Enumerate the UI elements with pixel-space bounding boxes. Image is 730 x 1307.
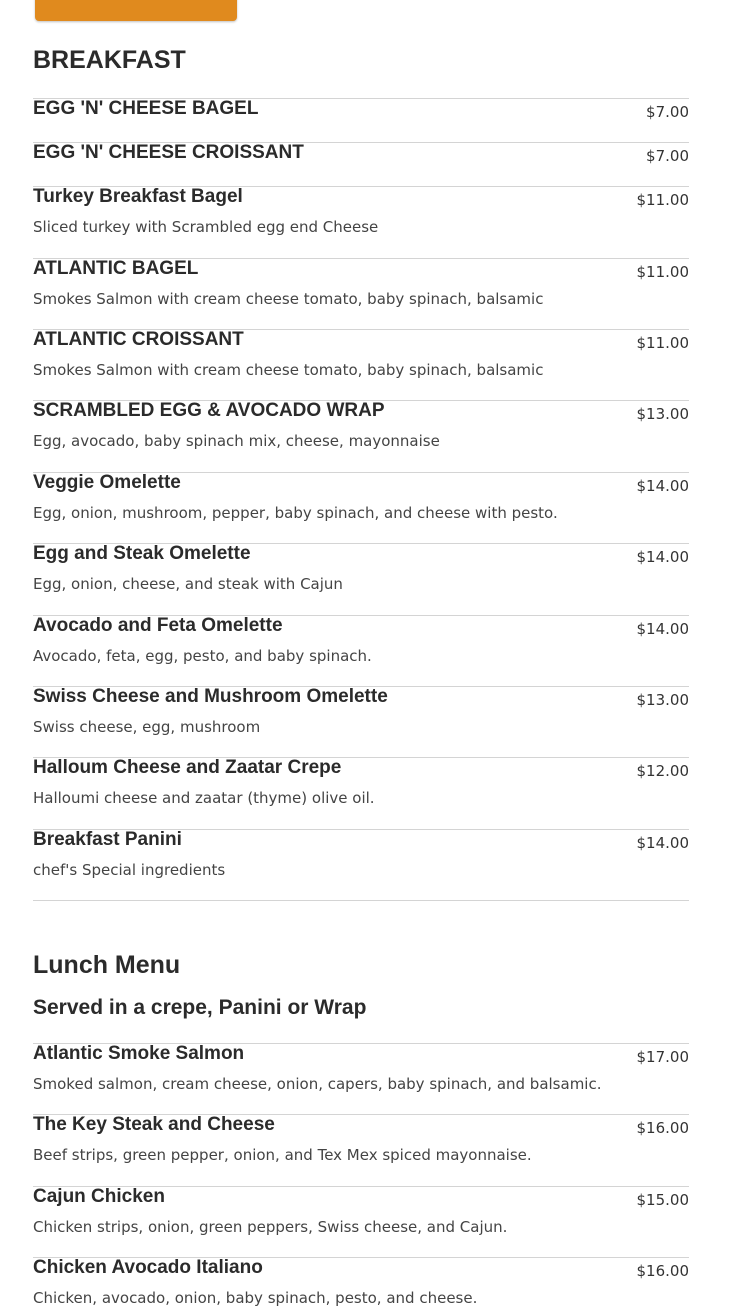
menu-item[interactable] (33, 142, 689, 187)
item-name: EGG 'N' CHEESE BAGEL (33, 98, 259, 119)
item-description: Avocado, feta, egg, pesto, and baby spinach. (33, 647, 372, 665)
menu-item[interactable] (33, 543, 689, 616)
item-description: Halloumi cheese and zaatar (thyme) olive oil. (33, 789, 375, 807)
item-price: $11.00 (636, 191, 689, 209)
item-description: chef's Special ingredients (33, 861, 226, 879)
menu-item[interactable] (33, 186, 689, 259)
item-name: Breakfast Panini (33, 829, 182, 850)
item-name: SCRAMBLED EGG & AVOCADO WRAP (33, 400, 385, 421)
item-name: ATLANTIC CROISSANT (33, 329, 244, 350)
item-name: Egg and Steak Omelette (33, 543, 251, 564)
menu-item[interactable] (33, 829, 689, 901)
item-name: Halloum Cheese and Zaatar Crepe (33, 757, 342, 778)
menu-item[interactable] (33, 258, 689, 330)
menu-item[interactable] (33, 1186, 689, 1258)
item-price: $15.00 (636, 1191, 689, 1209)
item-name: The Key Steak and Cheese (33, 1114, 275, 1135)
item-price: $12.00 (636, 762, 689, 780)
item-name: Veggie Omelette (33, 472, 181, 493)
item-description: Chicken strips, onion, green peppers, Swiss cheese, and Cajun. (33, 1218, 508, 1236)
item-name: Avocado and Feta Omelette (33, 615, 283, 636)
item-price: $13.00 (636, 691, 689, 709)
menu-item[interactable] (33, 329, 689, 401)
lunch-subtitle: Served in a crepe, Panini or Wrap (33, 996, 367, 1019)
section-divider (33, 900, 689, 901)
menu-item[interactable] (33, 1043, 689, 1115)
lunch-heading: Lunch Menu (33, 951, 181, 979)
item-name: ATLANTIC BAGEL (33, 258, 199, 279)
item-price: $16.00 (636, 1262, 689, 1280)
item-price: $11.00 (636, 334, 689, 352)
item-description: Sliced turkey with Scrambled egg end Cheese (33, 218, 379, 236)
item-description: Smokes Salmon with cream cheese tomato, baby spinach, balsamic (33, 290, 544, 308)
item-name: Atlantic Smoke Salmon (33, 1043, 245, 1064)
item-price: $17.00 (636, 1048, 689, 1066)
item-price: $16.00 (636, 1119, 689, 1137)
menu-item[interactable] (33, 472, 689, 544)
item-description: Egg, avocado, baby spinach mix, cheese, mayonnaise (33, 432, 440, 450)
item-price: $7.00 (646, 103, 689, 121)
item-price: $14.00 (636, 620, 689, 638)
item-name: Chicken Avocado Italiano (33, 1257, 263, 1278)
item-price: $11.00 (636, 263, 689, 281)
item-price: $13.00 (636, 405, 689, 423)
item-price: $7.00 (646, 147, 689, 165)
item-name: Swiss Cheese and Mushroom Omelette (33, 686, 388, 707)
item-description: Egg, onion, mushroom, pepper, baby spinach, and cheese with pesto. (33, 504, 558, 522)
item-description: Smokes Salmon with cream cheese tomato, baby spinach, balsamic (33, 361, 544, 379)
menu-item[interactable] (33, 1257, 689, 1307)
item-name: Turkey Breakfast Bagel (33, 186, 243, 207)
menu-item[interactable] (33, 98, 689, 143)
order-button[interactable] (35, 0, 237, 21)
item-price: $14.00 (636, 834, 689, 852)
breakfast-heading: BREAKFAST (33, 46, 186, 74)
menu-item[interactable] (33, 615, 689, 687)
item-name: Cajun Chicken (33, 1186, 165, 1207)
menu-item[interactable] (33, 686, 689, 758)
item-description: Smoked salmon, cream cheese, onion, capers, baby spinach, and balsamic. (33, 1075, 602, 1093)
menu-item[interactable] (33, 1114, 689, 1187)
item-name: EGG 'N' CHEESE CROISSANT (33, 142, 304, 163)
item-description: Beef strips, green pepper, onion, and Tex Mex spiced mayonnaise. (33, 1146, 532, 1164)
item-description: Chicken, avocado, onion, baby spinach, pesto, and cheese. (33, 1289, 478, 1307)
item-description: Egg, onion, cheese, and steak with Cajun (33, 575, 343, 593)
menu-item[interactable] (33, 757, 689, 830)
item-description: Swiss cheese, egg, mushroom (33, 718, 261, 736)
menu-item[interactable] (33, 400, 689, 473)
item-price: $14.00 (636, 477, 689, 495)
item-price: $14.00 (636, 548, 689, 566)
